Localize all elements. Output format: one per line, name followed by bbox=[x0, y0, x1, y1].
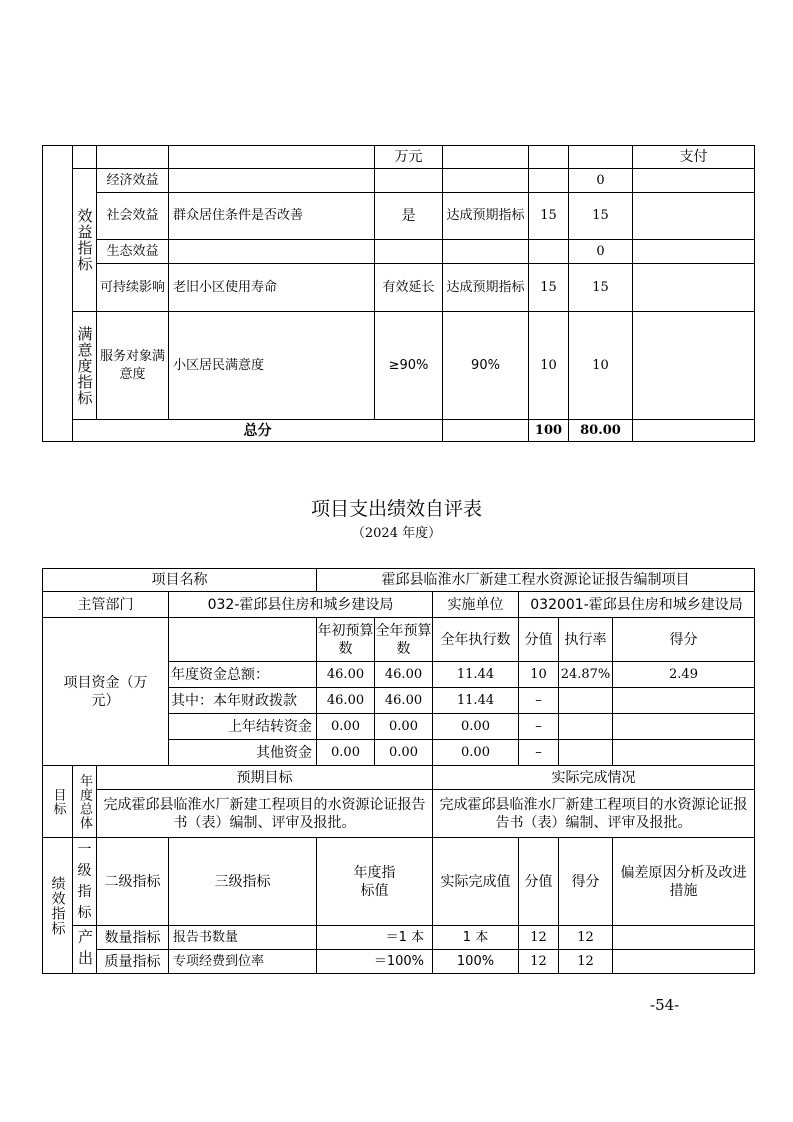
goal-side-annual: 年度总体 bbox=[73, 766, 97, 838]
col-l2: 二级指标 bbox=[97, 838, 169, 926]
actual-cell: 达成预期指标 bbox=[443, 193, 529, 240]
fund-weight: – bbox=[519, 740, 559, 766]
total-score: 80.00 bbox=[569, 420, 633, 442]
expected-label: 预期目标 bbox=[97, 766, 433, 790]
ind-l3: 专项经费到位率 bbox=[169, 950, 317, 974]
col-l1: 一级指标 bbox=[73, 838, 97, 926]
project-name-label: 项目名称 bbox=[43, 569, 317, 592]
fund-score bbox=[613, 740, 755, 766]
fund-weight: – bbox=[519, 688, 559, 714]
actual-text: 完成霍邱县临淮水厂新建工程项目的水资源论证报告书（表）编制、评审及报批。 bbox=[433, 790, 755, 838]
col-exec: 全年执行数 bbox=[433, 618, 519, 662]
actual-cell bbox=[443, 240, 529, 264]
l3-cell: 老旧小区使用寿命 bbox=[169, 264, 375, 312]
ind-l3: 报告书数量 bbox=[169, 926, 317, 950]
ind-target: ＝100% bbox=[317, 950, 433, 974]
page-title: 项目支出绩效自评表 bbox=[310, 498, 482, 520]
ind-actual: 100% bbox=[433, 950, 519, 974]
col-full: 全年预算数 bbox=[375, 618, 433, 662]
unit-cell: 万元 bbox=[375, 146, 443, 169]
col-target: 年度指标值 bbox=[317, 838, 433, 926]
col-rate: 执行率 bbox=[559, 618, 613, 662]
l2-cell: 服务对象满意度 bbox=[97, 312, 169, 420]
fund-initial: 0.00 bbox=[317, 714, 375, 740]
top-table bbox=[42, 145, 755, 442]
perf-section: 绩效指标 bbox=[43, 838, 73, 974]
col-actual: 实际完成值 bbox=[433, 838, 519, 926]
target-cell: 有效延长 bbox=[375, 264, 443, 312]
ind-weight: 12 bbox=[519, 926, 559, 950]
fund-full: 0.00 bbox=[375, 740, 433, 766]
fund-full: 46.00 bbox=[375, 662, 433, 688]
fund-label: 上年结转资金 bbox=[169, 714, 317, 740]
fund-score bbox=[613, 714, 755, 740]
output-section: 产出 bbox=[73, 926, 97, 974]
dept-value: 032-霍邱县住房和城乡建设局 bbox=[169, 592, 433, 618]
main-table bbox=[42, 568, 755, 974]
score-cell: 15 bbox=[569, 264, 633, 312]
col-score: 得分 bbox=[559, 838, 613, 926]
fund-weight: – bbox=[519, 714, 559, 740]
col-initial: 年初预算数 bbox=[317, 618, 375, 662]
col-weight: 分值 bbox=[519, 618, 559, 662]
fund-label: 其中：本年财政拨款 bbox=[169, 688, 317, 714]
fund-label: 其他资金 bbox=[169, 740, 317, 766]
l2-cell: 生态效益 bbox=[97, 240, 169, 264]
funds-label: 项目资金（万元） bbox=[43, 618, 169, 766]
total-label: 总分 bbox=[73, 420, 443, 442]
score-cell: 10 bbox=[569, 312, 633, 420]
fund-initial: 46.00 bbox=[317, 688, 375, 714]
project-name-value: 霍邱县临淮水厂新建工程水资源论证报告编制项目 bbox=[317, 569, 755, 592]
fund-rate bbox=[559, 714, 613, 740]
ind-score: 12 bbox=[559, 950, 613, 974]
fund-label: 年度资金总额： bbox=[169, 662, 317, 688]
col-analysis: 偏差原因分析及改进措施 bbox=[613, 838, 755, 926]
l2-cell: 社会效益 bbox=[97, 193, 169, 240]
fund-rate bbox=[559, 688, 613, 714]
ind-score: 12 bbox=[559, 926, 613, 950]
ind-target: ＝1 本 bbox=[317, 926, 433, 950]
ind-actual: 1 本 bbox=[433, 926, 519, 950]
weight-cell bbox=[529, 169, 569, 193]
left-blank bbox=[43, 146, 73, 442]
l3-cell bbox=[169, 240, 375, 264]
target-cell: ≥90% bbox=[375, 312, 443, 420]
benefit-section: 效益指标 bbox=[73, 169, 97, 312]
payment-cell: 支付 bbox=[633, 146, 755, 169]
fund-score bbox=[613, 688, 755, 714]
weight-cell bbox=[529, 240, 569, 264]
l3-cell: 群众居住条件是否改善 bbox=[169, 193, 375, 240]
page-number: -54- bbox=[650, 996, 680, 1014]
fund-exec: 11.44 bbox=[433, 688, 519, 714]
page-subtitle: （2024 年度） bbox=[351, 526, 442, 541]
l3-cell: 小区居民满意度 bbox=[169, 312, 375, 420]
score-cell: 0 bbox=[569, 169, 633, 193]
ind-weight: 12 bbox=[519, 950, 559, 974]
score-cell: 0 bbox=[569, 240, 633, 264]
fund-rate bbox=[559, 740, 613, 766]
ind-l2: 数量指标 bbox=[97, 926, 169, 950]
fund-exec: 0.00 bbox=[433, 714, 519, 740]
weight-cell: 15 bbox=[529, 264, 569, 312]
col-score: 得分 bbox=[613, 618, 755, 662]
fund-score: 2.49 bbox=[613, 662, 755, 688]
l3-cell bbox=[169, 169, 375, 193]
score-cell: 15 bbox=[569, 193, 633, 240]
col-weight: 分值 bbox=[519, 838, 559, 926]
actual-cell: 达成预期指标 bbox=[443, 264, 529, 312]
fund-rate: 24.87% bbox=[559, 662, 613, 688]
fund-initial: 0.00 bbox=[317, 740, 375, 766]
target-cell bbox=[375, 169, 443, 193]
fund-full: 0.00 bbox=[375, 714, 433, 740]
expected-text: 完成霍邱县临淮水厂新建工程项目的水资源论证报告书（表）编制、评审及报批。 bbox=[97, 790, 433, 838]
l2-cell: 经济效益 bbox=[97, 169, 169, 193]
ind-l2: 质量指标 bbox=[97, 950, 169, 974]
target-cell bbox=[375, 240, 443, 264]
actual-cell bbox=[443, 169, 529, 193]
fund-exec: 0.00 bbox=[433, 740, 519, 766]
col-l3: 三级指标 bbox=[169, 838, 317, 926]
target-cell: 是 bbox=[375, 193, 443, 240]
fund-exec: 11.44 bbox=[433, 662, 519, 688]
fund-initial: 46.00 bbox=[317, 662, 375, 688]
impl-label: 实施单位 bbox=[433, 592, 519, 618]
fund-weight: 10 bbox=[519, 662, 559, 688]
l2-cell: 可持续影响 bbox=[97, 264, 169, 312]
goal-side-target: 目标 bbox=[43, 766, 73, 838]
dept-label: 主管部门 bbox=[43, 592, 169, 618]
impl-value: 032001-霍邱县住房和城乡建设局 bbox=[519, 592, 755, 618]
satisfaction-section: 满意度指标 bbox=[73, 312, 97, 420]
total-weight: 100 bbox=[529, 420, 569, 442]
actual-label: 实际完成情况 bbox=[433, 766, 755, 790]
actual-cell: 90% bbox=[443, 312, 529, 420]
weight-cell: 10 bbox=[529, 312, 569, 420]
fund-full: 46.00 bbox=[375, 688, 433, 714]
weight-cell: 15 bbox=[529, 193, 569, 240]
